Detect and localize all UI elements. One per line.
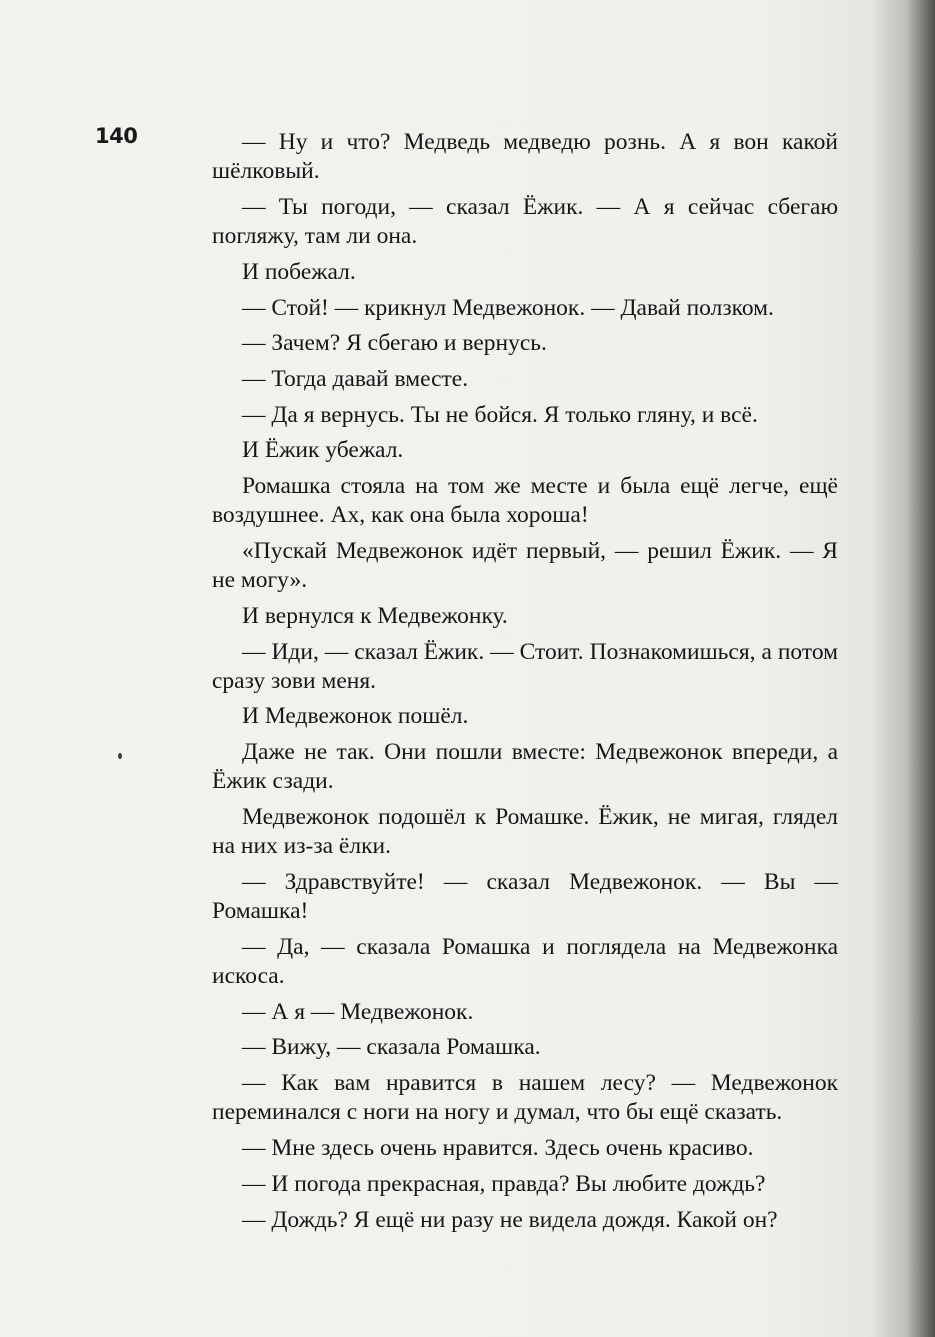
paragraph: — Ты погоди, — сказал Ёжик. — А я сейчас сбегаю погляжу, там ли она. xyxy=(212,193,838,250)
paragraph: «Пускай Медвежонок идёт первый, — решил Ёжик. — Я не могу». xyxy=(212,537,838,594)
paragraph: — Как вам нравится в нашем лесу? — Медвежонок переминался с ноги на ногу и думал, что бы ещё сказать. xyxy=(212,1070,838,1126)
paragraph: — И погода прекрасная, правда? Вы любите дождь? xyxy=(242,1170,766,1197)
paragraph: — Здравствуйте! — сказал Медвежонок. — Вы — Ромашка! xyxy=(212,868,838,925)
paragraph: — Да я вернусь. Ты не бойся. Я только гляну, и всё. xyxy=(242,401,758,428)
paragraph: И вернулся к Медвежонку. xyxy=(242,602,508,629)
paragraph: — Стой! — крикнул Медвежонок. — Давай ползком. xyxy=(242,294,774,321)
paragraph: — Иди, — сказал Ёжик. — Стоит. Познакомишься, а потом сразу зови меня. xyxy=(212,638,838,694)
paragraph: — А я — Медвежонок. xyxy=(242,998,474,1025)
paragraph: Даже не так. Они пошли вместе: Медвежонок впереди, а Ёжик сзади. xyxy=(212,739,838,795)
paragraph: И Ёжик убежал. xyxy=(242,437,404,464)
paragraph: — Мне здесь очень нравится. Здесь очень красиво. xyxy=(242,1135,754,1162)
print-speck xyxy=(118,753,122,759)
paragraph: И Медвежонок пошёл. xyxy=(242,703,469,730)
paragraph: — Да, — сказала Ромашка и поглядела на Медвежонка искоса. xyxy=(212,933,838,990)
paragraph: — Ну и что? Медведь медведю рознь. А я вон какой шёлковый. xyxy=(212,129,838,185)
spine-shadow xyxy=(907,0,935,1337)
paragraph: — Зачем? Я сбегаю и вернусь. xyxy=(242,330,547,357)
paragraph: — Тогда давай вместе. xyxy=(242,365,469,392)
page-number: 140 xyxy=(95,124,138,148)
body-text xyxy=(212,128,838,1241)
paragraph: Ромашка стояла на том же месте и была ещё легче, ещё воздушнее. Ах, как она была хороша! xyxy=(212,473,838,529)
paragraph: Медвежонок подошёл к Ромашке. Ёжик, не мигая, глядел на них из-за ёлки. xyxy=(212,804,838,860)
paragraph: — Вижу, — сказала Ромашка. xyxy=(242,1034,541,1061)
paragraph: И побежал. xyxy=(242,258,356,285)
paragraph: — Дождь? Я ещё ни разу не видела дождя. Какой он? xyxy=(242,1206,778,1233)
